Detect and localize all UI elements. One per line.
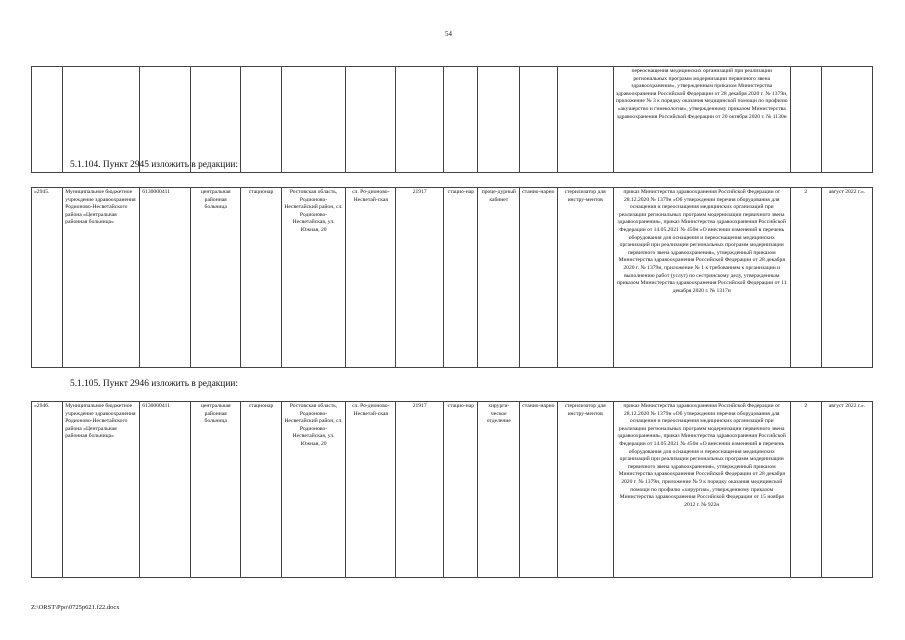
equipment-name: стерилизатор для инстру-ментов [557,188,613,368]
table-cell [281,67,346,173]
page-number: 54 [445,30,452,38]
address: Ростовская область, Родионово-Несветайский район, сл. Родионово-Несветайская, ул. Южная, 20 [281,402,346,578]
deadline: август 2022 г.». [821,402,872,578]
settlement: сл. Ро-дионово-Несветай-ская [346,188,396,368]
organization-short: центральная районная больница [191,402,241,578]
section-heading-104: 5.1.104. Пункт 2945 изложить в редакции: [70,160,238,170]
unit-name: хирурги-ческое отделение [478,402,520,578]
facility-type: стационар [241,402,282,578]
item-number: «2945. [32,188,63,368]
table-cell [444,67,478,173]
organization-short: центральная районная больница [191,188,241,368]
table-cell [32,67,63,173]
table-cell [478,67,520,173]
table-cell [520,67,557,173]
care-kind: станио-нарно [520,188,557,368]
section-heading-105: 5.1.105. Пункт 2946 изложить в редакции: [70,379,238,389]
table-cell [140,67,191,173]
table-row [32,402,873,578]
table-cell [241,67,282,173]
table-row [32,188,873,368]
doc-reference-cell: приказ Министерства здравоохранения Российской Федерации от 28.12.2020 № 1379н «Об утверждении перечня оборудования для оснащения и переоснащения медицинских организаций при реализации региональных программ модернизации первичного звена здравоохранения», приказ Министерства здравоохранения Российской Федерации от 14.05.2021 № 450н «О внесении изменений в перечень оборудования для оснащения и переоснащения медицинских организаций при реализации региональных программ модернизации первичного звена здравоохранения», утвержденный приказом Министерства здравоохранения Российской Федерации от 28 декабря 2020 г. № 1379н, приложение № 9 к порядку оказания медицинской помощи по профилю «хирургия», утвержденному приказом Министерства здравоохранения Российской Федерации от 15 ноября 2012 г. № 922н [613,402,790,578]
table-cell [790,67,821,173]
table-cell [396,67,444,173]
care-condition: стацио-нар [444,402,478,578]
table-row [32,67,873,173]
unit-name: проце-дурный кабинет [478,188,520,368]
facility-type: стационар [241,188,282,368]
doc-reference-cell: переоснащения медицинских организаций при реализации региональных программ модернизации первичного звена здравоохранения», утвержденным приказом Министерства здравоохранения Российской Федерации от 28 декабря 2020 г. № 1379н, приложение № 3 к порядку оказания медицинской помощи по профилю «акушерство и гинекология», утвержденному приказом Министерства здравоохранения Российской Федерации от 20 октября 2020 г. № 1130н [613,67,790,173]
settlement: сл. Ро-дионово-Несветай-ская [346,402,396,578]
organization-code: 6130000411 [140,402,191,578]
care-condition: стацио-нар [444,188,478,368]
table-cell [821,67,872,173]
table-cell [191,67,241,173]
address: Ростовская область, Родионово-Несветайский район, сл. Родионово-Несветайская, ул. Южная, 20 [281,188,346,368]
footer-file-path: Z:\ORST\Ppo\0725p621.f22.docx [31,604,120,611]
quantity: 2 [790,188,821,368]
equipment-name: стерилизатор для инстру-ментов [557,402,613,578]
table-cell [63,67,140,173]
deadline: август 2022 г.». [821,188,872,368]
organization-name: Муниципальное бюджетное учреждение здравоохранения Родионово-Несветайского района «Центральная районная больница» [63,188,140,368]
okato-code: 21917 [396,402,444,578]
table-item-2946 [31,401,873,578]
organization-code: 6130000411 [140,188,191,368]
organization-name: Муниципальное бюджетное учреждение здравоохранения Родионово-Несветайского района «Центральная районная больница» [63,402,140,578]
table-cell [557,67,613,173]
table-continuation [31,66,873,173]
care-kind: станио-нарно [520,402,557,578]
doc-reference-cell: приказ Министерства здравоохранения Российской Федерации от 28.12.2020 № 1379н «Об утверждении перечня оборудования для оснащения и переоснащения медицинских организаций при реализации региональных программ модернизации первичного звена здравоохранения», приказ Министерства здравоохранения Российской Федерации от 14.05.2021 № 450н «О внесении изменений в перечень оборудования для оснащения и переоснащения медицинских организаций при реализации региональных программ модернизации первичного звена здравоохранения», утвержденный приказом Министерства здравоохранения Российской Федерации от 28 декабря 2020 г. № 1379н, приложение № 1 к требованиям к организации и выполнению работ (услуг) по сестринскому делу, утвержденным приказом Министерства здравоохранения Российской Федерации от 11 декабря 2020 г. № 1317н [613,188,790,368]
table-cell [346,67,396,173]
quantity: 2 [790,402,821,578]
okato-code: 21917 [396,188,444,368]
item-number: «2946. [32,402,63,578]
table-item-2945 [31,187,873,368]
